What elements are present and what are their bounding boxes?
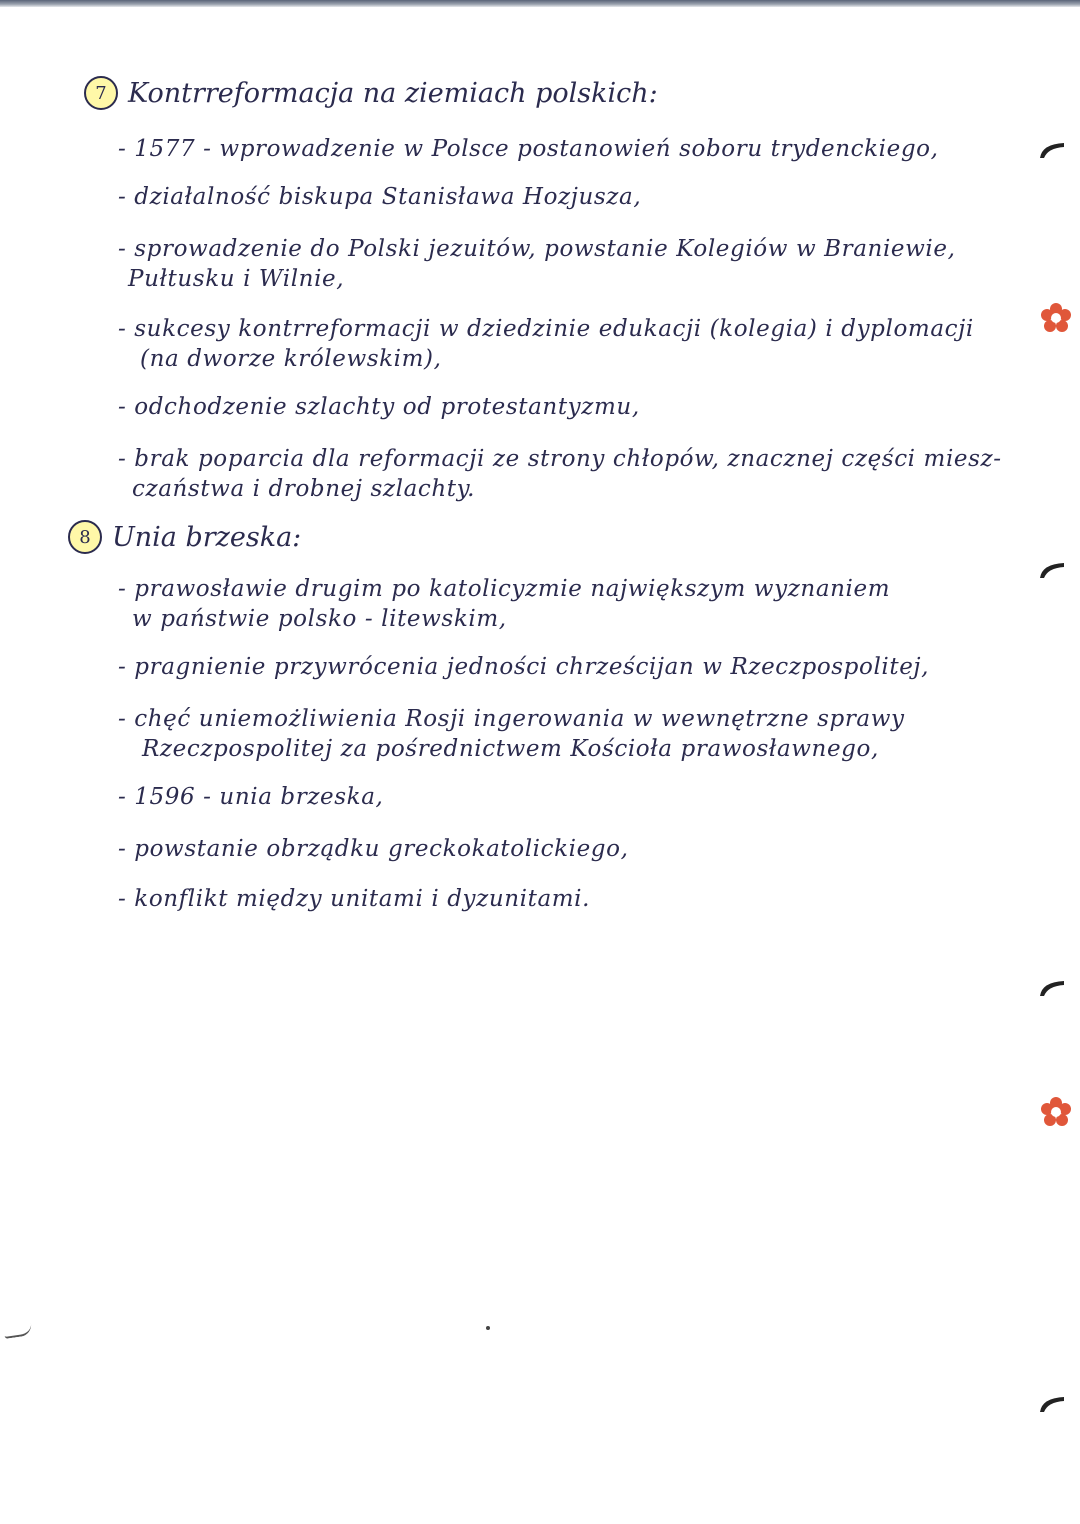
item-line: - działalność biskupa Stanisława Hozjusza, [118, 184, 642, 210]
scan-edge-mark [3, 1323, 32, 1339]
section-8-item-5 [118, 834, 628, 864]
section-8-item-1 [118, 574, 890, 634]
section-7-title: Kontrreformacja na ziemiach polskich: [128, 77, 658, 109]
punch-hole-mark [1038, 140, 1068, 160]
section-7-number: 7 [84, 76, 118, 110]
section-8-item-4 [118, 782, 383, 812]
section-8-heading [68, 520, 301, 554]
item-line: - chęć uniemożliwienia Rosji ingerowania w wewnętrzne sprawy [118, 706, 905, 732]
section-8-title: Unia brzeska: [112, 521, 302, 553]
section-8-item-2 [118, 652, 929, 682]
section-8-item-6 [118, 884, 590, 914]
item-line: - 1577 - wprowadzenie w Polsce postanowień soboru trydenckiego, [118, 136, 939, 162]
section-7-item-6 [118, 444, 1002, 504]
section-8-number: 8 [68, 520, 102, 554]
item-line: - 1596 - unia brzeska, [118, 784, 384, 810]
flower-stamp-icon [1040, 1096, 1072, 1128]
item-line: Rzeczpospolitej za pośrednictwem Kościoła prawosławnego, [142, 736, 879, 762]
section-7-item-3 [118, 234, 956, 294]
scan-dot-mark [486, 1326, 490, 1330]
section-7-heading [84, 76, 658, 110]
item-line: - powstanie obrządku greckokatolickiego, [118, 836, 629, 862]
punch-hole-mark [1038, 560, 1068, 580]
section-7-item-2 [118, 182, 641, 212]
item-line: - brak poparcia dla reformacji ze strony chłopów, znacznej części miesz- [118, 446, 1002, 472]
punch-hole-mark [1038, 978, 1068, 998]
flower-stamp-icon [1040, 302, 1072, 334]
item-line: - odchodzenie szlachty od protestantyzmu, [118, 394, 640, 420]
item-line: - konflikt między unitami i dyzunitami. [118, 886, 591, 912]
item-line: - sprowadzenie do Polski jezuitów, powstanie Kolegiów w Braniewie, [118, 236, 956, 262]
item-line: - sukcesy kontrreformacji w dziedzinie edukacji (kolegia) i dyplomacji [118, 316, 974, 342]
section-7-item-4 [118, 314, 974, 374]
item-line: Pułtusku i Wilnie, [128, 266, 345, 292]
item-line: - prawosławie drugim po katolicyzmie największym wyznaniem [118, 576, 891, 602]
punch-hole-mark [1038, 1394, 1068, 1414]
scan-top-edge [0, 0, 1080, 7]
item-line: w państwie polsko - litewskim, [132, 606, 507, 632]
section-8-item-3 [118, 704, 905, 764]
item-line: czaństwa i drobnej szlachty. [132, 476, 476, 502]
item-line: - pragnienie przywrócenia jedności chrześcijan w Rzeczpospolitej, [118, 654, 930, 680]
section-7-item-5 [118, 392, 640, 422]
item-line: (na dworze królewskim), [140, 346, 442, 372]
section-7-item-1 [118, 134, 939, 164]
